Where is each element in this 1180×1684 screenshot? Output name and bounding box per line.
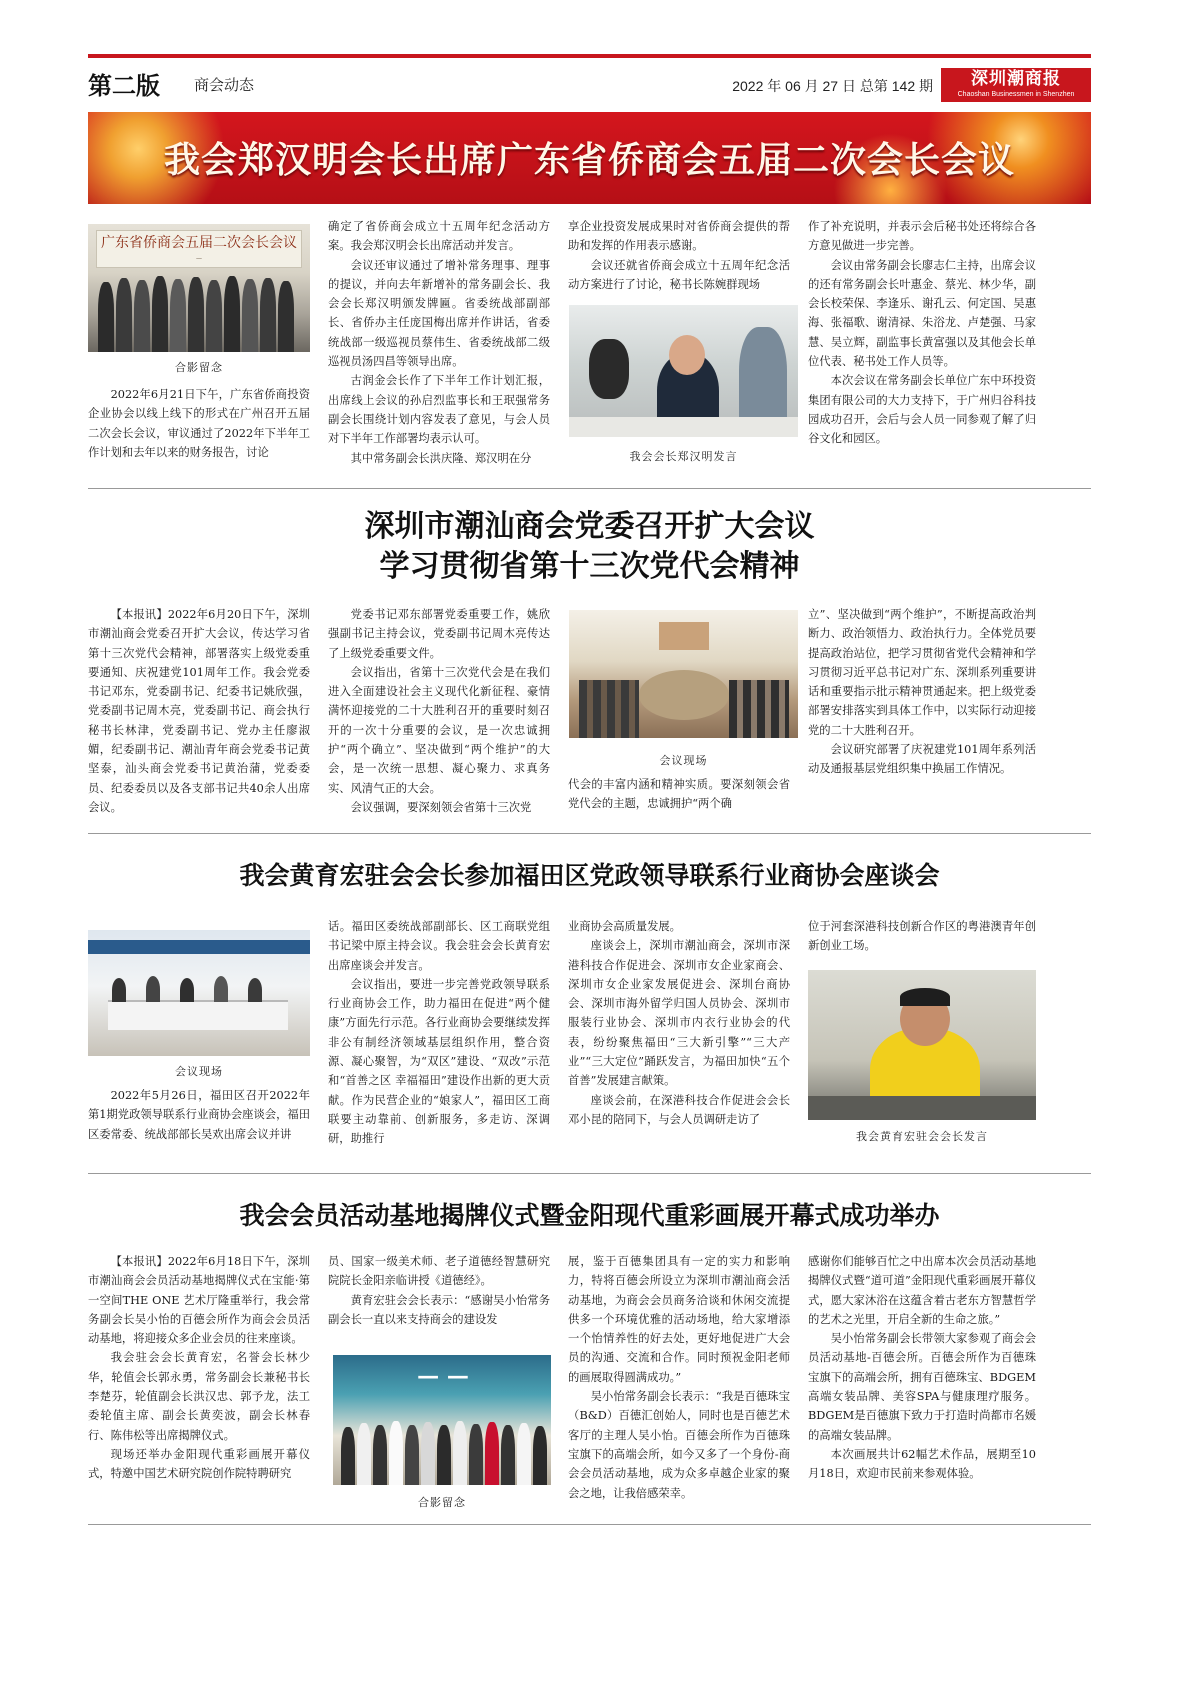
article2-title-line1: 深圳市潮汕商会党委召开扩大会议 <box>364 509 815 544</box>
paragraph: 展，鉴于百德集团具有一定的实力和影响力，特将百德会所设立为深圳市潮汕商会活动基地，为商会会员商务洽谈和休闲交流提供多一个环境优雅的活动场地，给大家增添一个怡情养性的好去处，更好地促进广大会员的沟通、交流和合作。同时预祝金阳老师的画展取得圆满成功。” <box>568 1255 790 1384</box>
paragraph: 员、国家一级美术师、老子道德经智慧研究院院长金阳亲临讲授《道德经》。 <box>328 1255 550 1288</box>
photo-backdrop-board: 广东省侨商会五届二次会长会议 — <box>96 230 302 268</box>
article4-col1 <box>88 1252 310 1484</box>
article1-speaker-photo <box>569 305 798 437</box>
article1-col4 <box>808 217 1036 449</box>
paragraph: 我会驻会会长黄育宏，名誉会长林少华，轮值会长郭永勇，常务副会长兼秘书长李楚芬，轮值副会长洪汉忠、郭予龙，法工委轮值主席、副会长黄奕波，副会长林春行、陈伟松等出席揭牌仪式。 <box>88 1351 310 1442</box>
paragraph: 代会的丰富内涵和精神实质。要深刻领会省党代会的主题，忠诚拥护“两个确 <box>568 778 790 811</box>
paragraph: 作了补充说明，并表示会后秘书处还将综合各方意见做进一步完善。 <box>808 220 1036 253</box>
paragraph: 本次画展共计62幅艺术作品，展期至10月18日，欢迎市民前来参观体验。 <box>808 1447 1036 1481</box>
article2-photo-caption: 会议现场 <box>659 754 708 767</box>
paragraph: 感谢你们能够百忙之中出席本次会员活动基地揭牌仪式暨“道可道”金阳现代重彩画展开幕仪式，愿大家沐浴在这蕴含着古老东方智慧哲学的艺术之光里，开启全新的生命之旅。” <box>808 1255 1036 1326</box>
article3-title: 我会黄育宏驻会会长参加福田区党政领导联系行业商协会座谈会 <box>239 861 940 890</box>
paragraph: 其中常务副会长洪庆隆、郑汉明在分 <box>350 451 532 465</box>
article1-photo1-caption: 合影留念 <box>175 361 223 374</box>
issue-date: 2022 年 06 月 27 日 总第 142 期 <box>732 78 933 94</box>
paragraph: 【本报讯】2022年6月18日下午，深圳市潮汕商会会员活动基地揭牌仪式在宝能·第一空间THE ONE 艺术厅隆重举行，我会常务副会长吴小怡的百德会所作为商会会员活动基地，将迎接众多企业会员的往来座谈。 <box>88 1255 310 1346</box>
paragraph: 党委书记邓东部署党委重要工作，姚欣强副书记主持会议，党委副书记周木亮传达了上级党委重要文件。 <box>328 608 550 660</box>
top-rule <box>88 54 1091 58</box>
article3-col4 <box>808 917 1036 956</box>
article4-col3 <box>568 1252 790 1503</box>
paragraph: 会议由常务副会长廖志仁主持，出席会议的还有常务副会长叶惠金、蔡光、林少华，副会长校荣保、李逢乐、谢孔云、何定国、吴惠海、张福歌、谢清禄、朱浴龙、卢楚强、马家慧、吴立辉，副监事长黄富强以及其他会长单位代表、秘书处工作人员等。 <box>808 258 1036 369</box>
article2-col2 <box>328 605 550 817</box>
article3-col1 <box>88 1086 310 1144</box>
paragraph: 会议还审议通过了增补常务理事、理事的提议，并向去年新增补的常务副会长、我会会长郑汉明颁发牌匾。省委统战部副部长、省侨办主任庞国梅出席并作讲话，省委统战部一级巡视员蔡伟生、省委统战部二级巡视员汤四昌等领导出席。 <box>328 258 550 369</box>
paragraph: 确定了省侨商会成立十五周年纪念活动方案。我会郑汉明会长出席活动并发言。 <box>328 220 550 253</box>
paragraph: 2022年6月21日下午，广东省侨商投资企业协会以线上线下的形式在广州召开五届二次会长会议，审议通过了2022年下半年工作计划和去年以来的财务报告，讨论 <box>88 388 310 459</box>
article3-col2 <box>328 917 550 1149</box>
paragraph: 会议强调，要深刻领会省第十三次党 <box>350 800 532 814</box>
divider <box>88 833 1091 834</box>
article3-speaker-photo <box>808 970 1036 1120</box>
section-label: 商会动态 <box>194 76 255 94</box>
article2-col3 <box>568 775 790 814</box>
page-header <box>88 66 1091 106</box>
article2-col1 <box>88 605 310 817</box>
paragraph: 黄育宏驻会会长表示：“感谢吴小怡常务副会长一直以来支持商会的建设发 <box>328 1293 550 1326</box>
paragraph: 座谈会前，在深港科技合作促进会会长邓小昆的陪同下，与会人员调研走访了 <box>568 1093 790 1126</box>
paragraph: 2022年5月26日，福田区召开2022年第1期党政领导联系行业商协会座谈会，福田区委常委、统战部部长吴欢出席会议并讲 <box>88 1089 310 1141</box>
article1-group-photo <box>88 224 310 352</box>
paragraph: 吴小怡常务副会长表示：“我是百德珠宝（B&D）百德汇创始人，同时也是百德艺术客厅的主理人吴小怡。百德会所作为百德珠宝旗下的高端会所，如今又多了一个身份-商会会员活动基地，成为众多卓越企业家的聚会之地，让我倍感荣幸。 <box>568 1390 790 1500</box>
paragraph: 吴小怡常务副会长带领大家参观了商会会员活动基地-百德会所。百德会所作为百德珠宝旗下的高端会所，拥有百德珠宝、BDGEM高端女装品牌、美容SPA与健康理疗服务。BDGEM是百德旗下致力于打造时尚都市名媛的高端女装品牌。 <box>808 1332 1036 1442</box>
article2-meeting-photo <box>569 610 798 738</box>
article3-photo2-caption: 我会黄育宏驻会会长发言 <box>856 1130 988 1143</box>
paragraph: 享企业投资发展成果时对省侨商会提供的帮助和发挥的作用表示感谢。 <box>568 220 790 253</box>
article4-col2 <box>328 1252 550 1329</box>
article2-title-line2: 学习贯彻省第十三次党代会精神 <box>379 549 800 584</box>
paragraph: 会议指出，省第十三次党代会是在我们进入全面建设社会主义现代化新征程、豪情满怀迎接党的二十大胜利召开的重要时刻召开的一次十分重要的会议，是一次忠诚拥护“两个确立”、坚决做到“两个维护”的大会，是一次统一思想、凝心聚力、求真务实、风清气正的大会。 <box>328 665 550 795</box>
divider <box>88 1524 1091 1525</box>
article4-col4 <box>808 1252 1036 1484</box>
paragraph: 古润金会长作了下半年工作计划汇报，出席线上会议的孙启烈监事长和王珉强常务副会长围绕计划内容发表了意见，与会人员对下半年工作部署均表示认可。 <box>328 374 550 446</box>
backdrop-text: 广东省侨商会五届二次会长会议 <box>101 235 297 251</box>
article3-photo1-caption: 会议现场 <box>175 1065 223 1078</box>
paragraph: 业商协会高质量发展。 <box>568 920 681 933</box>
paragraph: 立”、坚决做到“两个维护”，不断提高政治判断力、政治领悟力、政治执行力。全体党员要提高政治站位，把学习贯彻省党代会精神和学习贯彻习近平总书记对广东、深圳系列重要讲话和重要指示批示精神贯通起来。把上级党委部署安排落实到具体工作中，以实际行动迎接党的二十大胜利召开。 <box>808 608 1036 737</box>
article4-title: 我会会员活动基地揭牌仪式暨金阳现代重彩画展开幕式成功举办 <box>239 1201 940 1230</box>
newspaper-logo <box>941 68 1091 102</box>
paragraph: 本次会议在常务副会长单位广东中环投资集团有限公司的大力支持下，于广州归谷科技园成功召开，会后与会人员一同参观了解了归谷文化和园区。 <box>808 374 1036 446</box>
article1-col2 <box>328 217 550 468</box>
paragraph: 会议研究部署了庆祝建党101周年系列活动及通报基层党组织集中换届工作情况。 <box>808 743 1036 776</box>
article1-banner <box>88 112 1091 204</box>
article4-group-photo: — — <box>333 1355 551 1485</box>
paragraph: 【本报讯】2022年6月20日下午，深圳市潮汕商会党委召开扩大会议，传达学习省第十三次党代会精神，部署落实上级党委重要通知、庆祝建党101周年工作。我会党委书记邓东，党委副书记、纪委书记姚欣强，党委副书记周木亮，党委副书记、商会执行秘书长林津，党委副书记、党办主任廖淑媚，纪委副书记、潮汕青年商会党委书记黄坚泰，汕头商会党委书记黄治蒲，党委委员、纪委委员以及各支部书记共40余人出席会议。 <box>88 608 310 814</box>
paragraph: 位于河套深港科技创新合作区的粤港澳青年创新创业工场。 <box>808 920 1036 953</box>
paragraph: 话。福田区委统战部副部长、区工商联党组书记梁中原主持会议。我会驻会会长黄育宏出席座谈会并发言。 <box>328 920 550 972</box>
paragraph: 座谈会上，深圳市潮汕商会，深圳市深港科技合作促进会、深圳市女企业家商会、深圳市女企业家发展促进会、深圳台商协会、深圳市海外留学归国人员协会、深圳市服装行业协会、深圳市内衣行业协会的代表，纷纷聚焦福田“三大新引擎”“三大产业”“三大定位”踊跃发言，为福田加快“五个首善”发展建言献策。 <box>568 939 790 1088</box>
paragraph: 现场还举办金阳现代重彩画展开幕仪式，特邀中国艺术研究院创作院特聘研究 <box>88 1447 310 1481</box>
edition-label: 第二版 <box>88 72 160 100</box>
article1-col3 <box>568 217 790 294</box>
logo-cn: 深圳潮商报 <box>971 69 1061 89</box>
article2-col4 <box>808 605 1036 779</box>
article3-meeting-photo <box>88 930 310 1056</box>
article1-photo2-caption: 我会会长郑汉明发言 <box>629 450 738 463</box>
divider <box>88 488 1091 489</box>
divider <box>88 1173 1091 1174</box>
article2-title <box>88 507 1091 587</box>
paragraph: 会议指出，要进一步完善党政领导联系行业商协会工作，助力福田在促进“两个健康”方面先行示范。各行业商协会要继续发挥非公有制经济领域基层组织作用，整合资源、凝心聚智，为“双区”建设、“双改”示范和“首善之区 幸福福田”建设作出新的更大贡献。作为民营企业的“娘家人”，福田区工商联要主动靠前、创新服务，多走访、深调研，助推行 <box>328 977 550 1146</box>
article1-title: 我会郑汉明会长出席广东省侨商会五届二次会长会议 <box>163 139 1015 181</box>
article1-col1 <box>88 385 310 462</box>
logo-en: Chaoshan Businessmen in Shenzhen <box>957 91 1075 98</box>
article4-photo-caption: 合影留念 <box>418 1496 466 1509</box>
article3-col3 <box>568 917 790 1129</box>
paragraph: 会议还就省侨商会成立十五周年纪念活动方案进行了讨论，秘书长陈婉群现场 <box>568 258 790 291</box>
